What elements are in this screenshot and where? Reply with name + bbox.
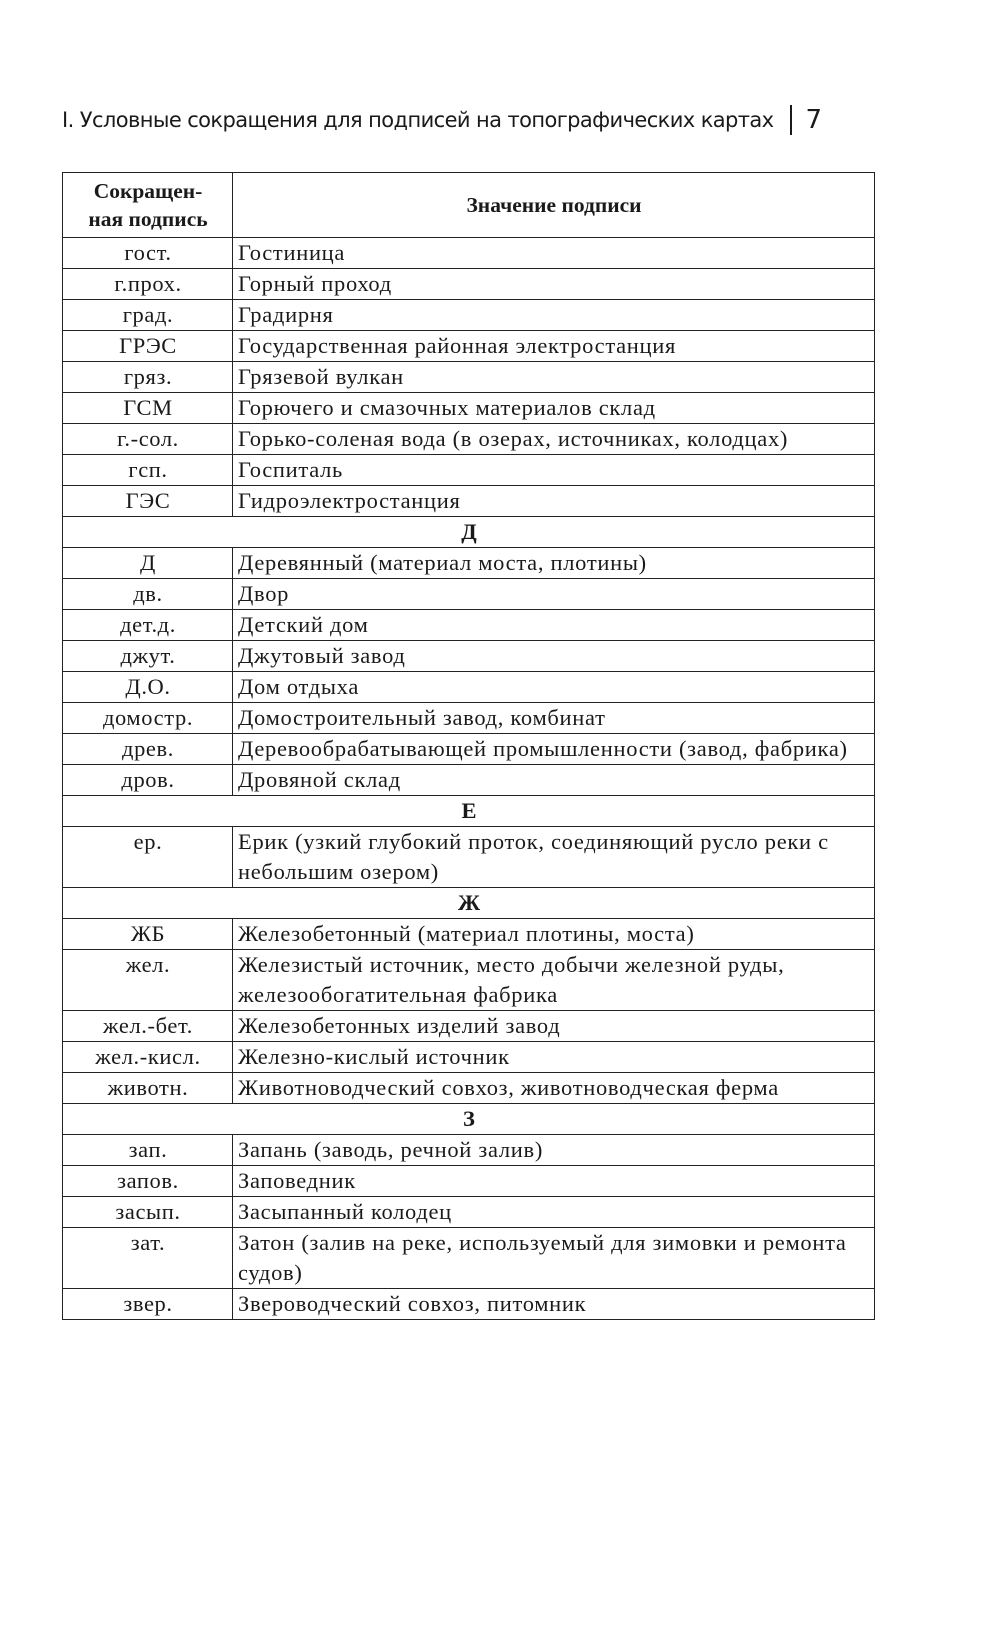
abbreviation-cell: джут.: [63, 641, 233, 672]
meaning-cell: Звероводческий совхоз, питомник: [233, 1289, 875, 1320]
section-letter: Ж: [63, 888, 875, 919]
table-row: [63, 641, 875, 672]
abbreviation-cell: запов.: [63, 1166, 233, 1197]
table-row: [63, 579, 875, 610]
abbreviation-cell: дров.: [63, 765, 233, 796]
section-header-row: [63, 888, 875, 919]
section-header-row: [63, 796, 875, 827]
table-row: [63, 393, 875, 424]
abbreviation-cell: дет.д.: [63, 610, 233, 641]
abbreviation-cell: жел.-кисл.: [63, 1042, 233, 1073]
table-header-row: [63, 173, 875, 238]
table-row: [63, 734, 875, 765]
section-header-row: [63, 1104, 875, 1135]
column-header-meaning: Значение подписи: [233, 173, 875, 238]
table-row: [63, 424, 875, 455]
table-row: [63, 827, 875, 888]
table-row: [63, 950, 875, 1011]
meaning-cell: Железобетонный (материал плотины, моста): [233, 919, 875, 950]
section-letter: Е: [63, 796, 875, 827]
table-row: [63, 486, 875, 517]
abbreviation-cell: ГРЭС: [63, 331, 233, 362]
header-divider: [790, 105, 792, 135]
table-row: [63, 672, 875, 703]
meaning-cell: Железобетонных изделий завод: [233, 1011, 875, 1042]
abbreviation-cell: засып.: [63, 1197, 233, 1228]
page-number: 7: [805, 105, 822, 135]
abbreviation-cell: град.: [63, 300, 233, 331]
meaning-cell: Гидроэлектростанция: [233, 486, 875, 517]
abbreviation-cell: г.прох.: [63, 269, 233, 300]
meaning-cell: Деревообрабатывающей промышленности (завод, фабрика): [233, 734, 875, 765]
abbreviation-cell: Д.О.: [63, 672, 233, 703]
meaning-cell: Дом отдыха: [233, 672, 875, 703]
meaning-cell: Животноводческий совхоз, животноводческая ферма: [233, 1073, 875, 1104]
meaning-cell: Грязевой вулкан: [233, 362, 875, 393]
abbreviation-cell: ГСМ: [63, 393, 233, 424]
table-row: [63, 919, 875, 950]
meaning-cell: Железистый источник, место добычи железной руды, железообогатительная фабрика: [233, 950, 875, 1011]
section-header-row: [63, 517, 875, 548]
table-row: [63, 1289, 875, 1320]
abbreviation-cell: ЖБ: [63, 919, 233, 950]
table-row: [63, 300, 875, 331]
meaning-cell: Засыпанный колодец: [233, 1197, 875, 1228]
abbreviation-cell: гряз.: [63, 362, 233, 393]
meaning-cell: Затон (залив на реке, используемый для зимовки и ремонта судов): [233, 1228, 875, 1289]
meaning-cell: Дровяной склад: [233, 765, 875, 796]
table-body: [63, 238, 875, 1320]
meaning-cell: Джутовый завод: [233, 641, 875, 672]
abbreviation-cell: ер.: [63, 827, 233, 888]
abbreviation-cell: звер.: [63, 1289, 233, 1320]
meaning-cell: Госпиталь: [233, 455, 875, 486]
abbreviation-cell: жел.: [63, 950, 233, 1011]
chapter-title: I. Условные сокращения для подписей на топографических картах: [62, 108, 774, 132]
meaning-cell: Горный проход: [233, 269, 875, 300]
table-row: [63, 362, 875, 393]
meaning-cell: Горько-соленая вода (в озерах, источниках, колодцах): [233, 424, 875, 455]
table-row: [63, 703, 875, 734]
meaning-cell: Домостроительный завод, комбинат: [233, 703, 875, 734]
table-row: [63, 1073, 875, 1104]
table-row: [63, 1197, 875, 1228]
section-letter: Д: [63, 517, 875, 548]
meaning-cell: Деревянный (материал моста, плотины): [233, 548, 875, 579]
meaning-cell: Детский дом: [233, 610, 875, 641]
table-row: [63, 1228, 875, 1289]
table-row: [63, 331, 875, 362]
table-row: [63, 269, 875, 300]
abbreviation-cell: зап.: [63, 1135, 233, 1166]
meaning-cell: Запань (заводь, речной залив): [233, 1135, 875, 1166]
table-row: [63, 548, 875, 579]
abbreviation-cell: г.-сол.: [63, 424, 233, 455]
table-row: [63, 238, 875, 269]
table-row: [63, 765, 875, 796]
meaning-cell: Градирня: [233, 300, 875, 331]
meaning-cell: Заповедник: [233, 1166, 875, 1197]
abbreviation-cell: гост.: [63, 238, 233, 269]
table-row: [63, 1166, 875, 1197]
abbreviation-cell: животн.: [63, 1073, 233, 1104]
running-header: [62, 100, 874, 140]
abbreviation-cell: Д: [63, 548, 233, 579]
abbreviation-cell: домостр.: [63, 703, 233, 734]
meaning-cell: Двор: [233, 579, 875, 610]
table-row: [63, 1011, 875, 1042]
abbreviation-cell: жел.-бет.: [63, 1011, 233, 1042]
abbreviation-cell: зат.: [63, 1228, 233, 1289]
table-row: [63, 455, 875, 486]
abbreviation-cell: дв.: [63, 579, 233, 610]
meaning-cell: Ерик (узкий глубокий проток, соединяющий русло реки с небольшим озером): [233, 827, 875, 888]
abbreviation-cell: гсп.: [63, 455, 233, 486]
column-header-abbreviation: Сокращен- ная подпись: [63, 173, 233, 238]
table-row: [63, 1042, 875, 1073]
meaning-cell: Гостиница: [233, 238, 875, 269]
section-letter: З: [63, 1104, 875, 1135]
meaning-cell: Горючего и смазочных материалов склад: [233, 393, 875, 424]
abbreviations-table: [62, 172, 875, 1320]
abbreviation-cell: ГЭС: [63, 486, 233, 517]
meaning-cell: Железно-кислый источник: [233, 1042, 875, 1073]
meaning-cell: Государственная районная электростанция: [233, 331, 875, 362]
table-row: [63, 1135, 875, 1166]
abbreviation-cell: древ.: [63, 734, 233, 765]
table-row: [63, 610, 875, 641]
